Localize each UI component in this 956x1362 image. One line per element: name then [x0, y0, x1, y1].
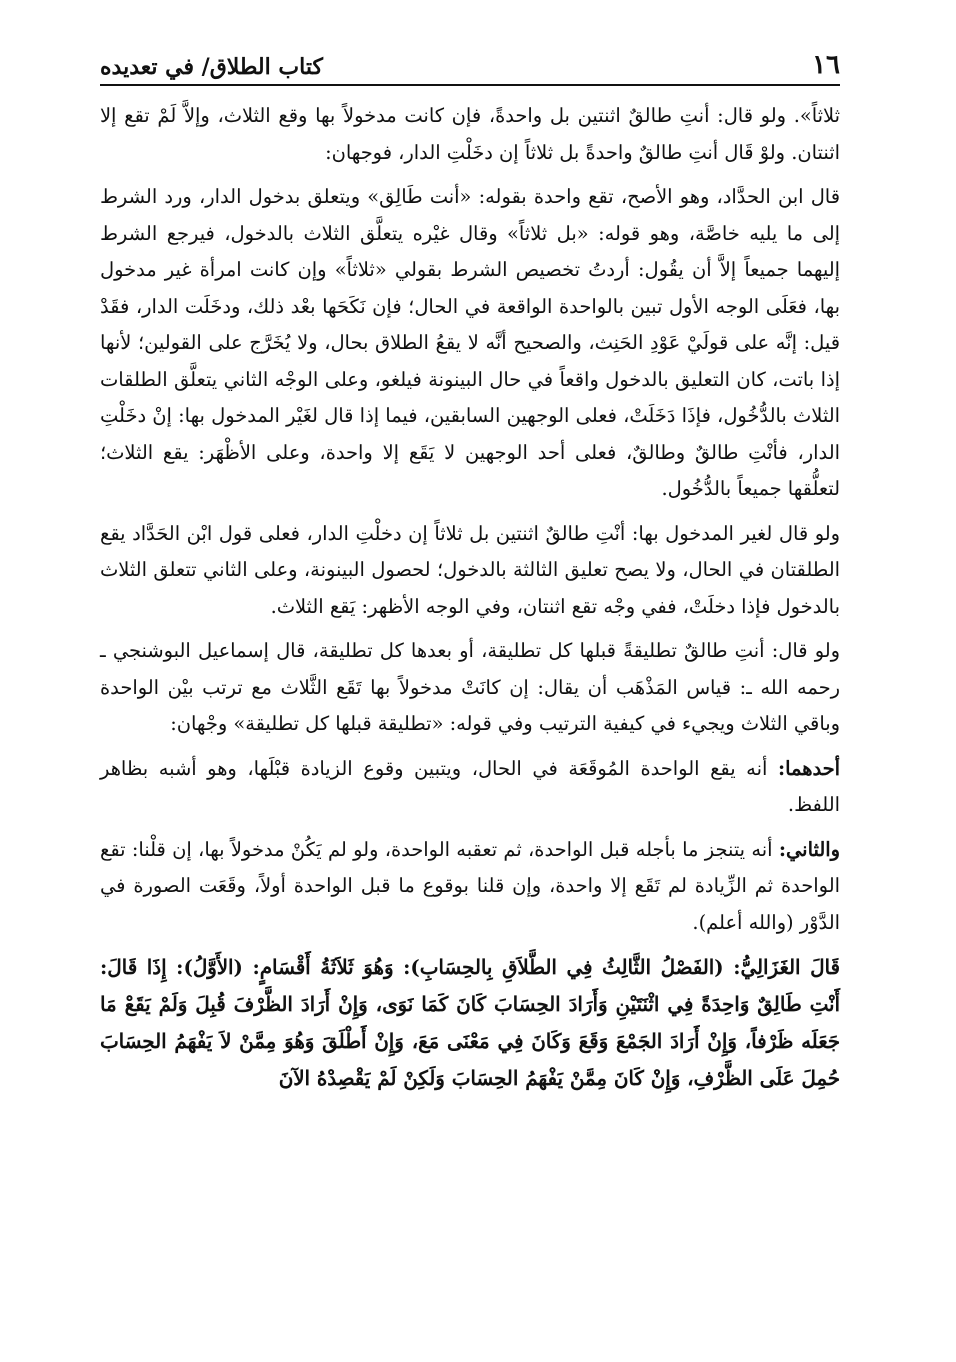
paragraph-lead: أحدهما:: [777, 756, 840, 780]
paragraph-3: ولو قال لغير المدخول بها: أنْتِ طالقٌ اثنتين بل ثلاثاً إن دخلْتِ الدار، فعلى قول ابْن الحَدَّاد يقع الطلقتان في الحال، ولا يصح تعليق الثالثة بالدخول؛ لحصول البينونة، وعلى الثاني تتعلق الثلاث بالدخول فإذا دخلَتْ، ففي وجْه تقع اثنتان، وفي الوجه الأظهر: يَقع الثلاث.: [100, 521, 840, 618]
running-title: كتاب الطلاق/ في تعديده: [100, 54, 323, 80]
paragraph-text: أنه يتنجز ما بأجله قبل الواحدة، ثم تعقبه الواحدة، ولو لم يَكُنْ مدخولاً بها، إن قلْنا: تقع الواحدة ثم الزِّيادة لم تَقَع إلا واحدة، وإن قلنا بوقوع ما قبل الواحدة أولاً، وقَعَت الصورة في الدَّوْر (والله أعلم).: [100, 837, 840, 934]
paragraph-4: ولو قال: أنتِ طالقٌ تطليقةً قبلها كل تطليقة، أو بعدها كل تطليقة، قال إسماعيل البوشنجي ـ رحمه الله ـ: قياس المَذْهَب أن يقال: إن كانَتْ مدخولاً بها تَقَع الثَّلاث مع ترتب بيْن الواحدة وباقي الثلاث ويجيء في كيفية الترتيب وفي قوله: «تطليقة قبلها كل تطليقة» وجْهان:: [100, 639, 841, 735]
page-number: ١٦: [812, 50, 840, 80]
page-body: [100, 98, 840, 1097]
book-page: [100, 42, 840, 1342]
paragraph-6: [100, 832, 840, 942]
page-header: [100, 42, 840, 86]
paragraph-lead: والثاني:: [778, 837, 840, 861]
paragraph-5: [100, 751, 840, 824]
paragraph-text: أنه يقع الواحدة المُوقَعَة في الحال، ويتبين وقوع الزيادة قبْلَها، وهو أشبه بظاهر اللفظ.: [100, 756, 840, 816]
paragraph-2: قال ابن الحدَّاد، وهو الأصح، تقع واحدة بقوله: «أنت طَالِق» ويتعلق بدخول الدار، ورد الشرط إلى ما يليه خاصَّة، وهو قوله: «بل ثلاثاً» وقال غيْره يتعلَّق الثلاث بالدخول، فيرجع الشرط إليهما جميعاً إلاَّ أن يقُول: أردتُ تخصيص الشرط بقولي «ثلاثاً» وإن كانت امرأة غير مدخول بها، فعَلَى الوجه الأول تبين بالواحدة الواقعة في الحال؛ فإن نَكَحَها بعْد ذلك، ودخَلَت الدار، فقَدْ قيل: إنَّه على قولَيْ عَوْدِ الحَنِث، والصحيح أنَّه لا يقعُ الطلاق بحال، ولا يُخَرَّج على القولين؛ لأنها إذا باتت، كان التعليق بالدخول واقعاً في حال البينونة فيلغو، وعلى الوجْه الثاني يتعلَّق الطلقات الثلاث بالدُّخُول، فإذَا دَخَلَتْ، فعلى الوجهين السابقين، فيما إذا قال لغَيْر المدخول بها: إنْ دخَلْتِ الدار، فأنْتِ طالقٌ وطالقٌ، فعلى أحد الوجهين لا يَقَع إلا واحدة، وعلى الأظْهَر: يقع الثلاث؛ لتعلُّقها جميعاً بالدُّخُول.: [100, 185, 840, 500]
paragraph-1: ثلاثاً». ولو قال: أنتِ طالقٌ اثنتين بل واحدةً، فإن كانت مدخولاً بها وقع الثلاث، وإلاَّ لَمْ تقع إلا اثنتان. ولوْ قَال أنتِ طالقٌ واحدةً بل ثلاثاً إن دخَلْتِ الدار، فوجهان:: [100, 104, 840, 164]
matn-quote: قَالَ الغَزَالِيُّ: (الفَصْلُ الثَّالِثُ فِي الطَّلاَقِ بِالحِسَابِ): وَهُوَ ثَلاَثَةُ أَقْسَامٍ: (الأَوَّلُ): إِذَا قَالَ: أَنْتِ طَالِقٌ وَاحِدَةً فِي اثْنَتَيْنِ وَأَرَادَ الحِسَابَ كَانَ كَمَا نَوَى، وَإِنْ أَرَادَ الظَّرْفَ قُبِلَ وَلَمْ يَقَعْ مَا جَعَلَه ظَرْفاً، وَإِنْ أَرَادَ الجَمْعَ وَقَعَ وَكَانَ فِي مَعْنَى مَعَ، وَإِنْ أَطْلَقَ وَهُوَ مِمَّنْ لاَ يَفْهَمُ الحِسَابَ حُمِلَ عَلَى الظَّرْفِ، وَإِنْ كَانَ مِمَّنْ يَفْهَمُ الحِسَابَ وَلَكِنْ لَمْ يَقْصِدْهُ الآنَ: [100, 955, 840, 1090]
